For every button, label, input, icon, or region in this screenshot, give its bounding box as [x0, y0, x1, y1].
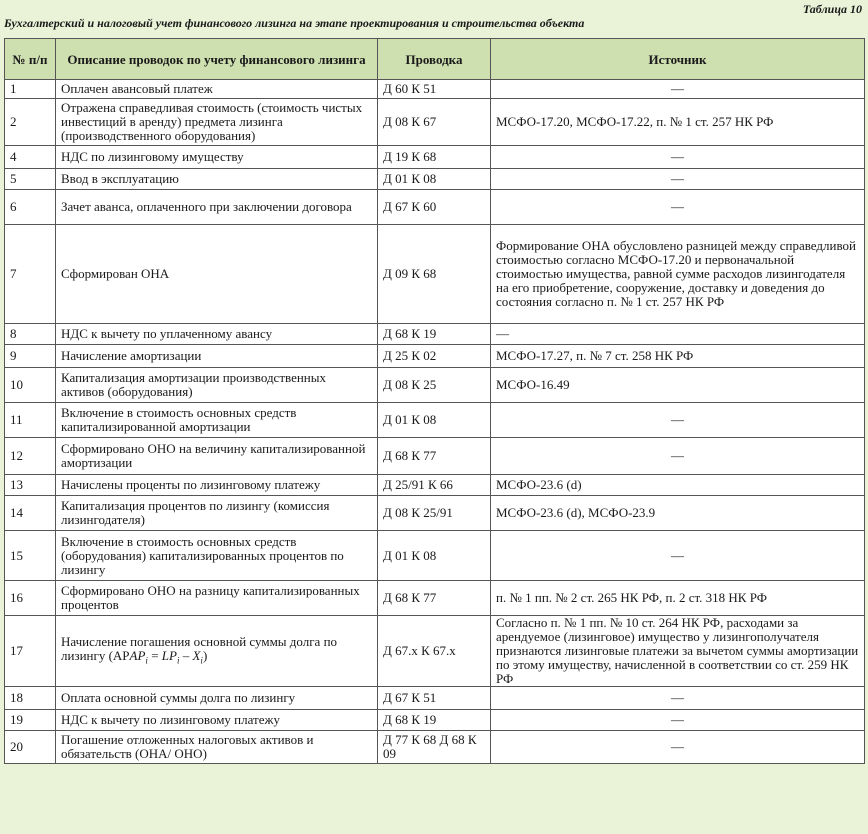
row-source: Формирование ОНА обусловлено разницей между справедливой стоимостью согласно МСФО-17.20 и первоначальной стоимостью имущества, равной сумме расходов лизингодателя на его приобретение, сооружение, доставку и доведения до состояния согласно п. № 1 ст. 257 НК РФ — [491, 225, 865, 324]
row-number: 16 — [5, 581, 56, 616]
row-entry: Д 01 К 08 — [378, 531, 491, 581]
row-description: Ввод в эксплуатацию — [56, 169, 378, 190]
table-row — [5, 225, 865, 324]
row-description: НДС по лизинговому имуществу — [56, 146, 378, 169]
row-number: 9 — [5, 345, 56, 368]
table-row — [5, 731, 865, 764]
row-source: — — [491, 146, 865, 169]
row-description: Сформировано ОНО на разницу капитализированных процентов — [56, 581, 378, 616]
table-row — [5, 581, 865, 616]
header-source: Источник — [491, 39, 865, 80]
row-entry: Д 19 К 68 — [378, 146, 491, 169]
row-number: 12 — [5, 438, 56, 475]
table-row — [5, 169, 865, 190]
row-entry: Д 25 К 02 — [378, 345, 491, 368]
row-source: — — [491, 190, 865, 225]
row-entry: Д 67 К 60 — [378, 190, 491, 225]
row-description: Оплата основной суммы долга по лизингу — [56, 687, 378, 710]
row-number: 17 — [5, 616, 56, 687]
row-description: Начислены проценты по лизинговому платежу — [56, 475, 378, 496]
formula-part: – — [179, 647, 193, 663]
row-number: 20 — [5, 731, 56, 764]
row-entry: Д 68 К 77 — [378, 438, 491, 475]
header-num: № п/п — [5, 39, 56, 80]
row-description: Капитализация амортизации производственных активов (оборудования) — [56, 368, 378, 403]
table-row — [5, 475, 865, 496]
header-row — [5, 39, 865, 80]
row-number: 7 — [5, 225, 56, 324]
row-source: МСФО-23.6 (d), МСФО-23.9 — [491, 496, 865, 531]
table-number: Таблица 10 — [802, 2, 862, 16]
table-row — [5, 438, 865, 475]
header-entry: Проводка — [378, 39, 491, 80]
row-description: Зачет аванса, оплаченного при заключении договора — [56, 190, 378, 225]
row-source: МСФО-16.49 — [491, 368, 865, 403]
formula-part: i — [176, 655, 180, 666]
row-entry: Д 08 К 25/91 — [378, 496, 491, 531]
table-row — [5, 403, 865, 438]
table-row — [5, 190, 865, 225]
formula-part: AP — [129, 647, 146, 663]
row-description: Начисление амортизации — [56, 345, 378, 368]
table-row — [5, 531, 865, 581]
row-source: — — [491, 403, 865, 438]
row-entry: Д 77 К 68 Д 68 К 09 — [378, 731, 491, 764]
row-source: — — [491, 731, 865, 764]
row-number: 8 — [5, 324, 56, 345]
row-description: НДС к вычету по уплаченному авансу — [56, 324, 378, 345]
formula-part: i — [145, 655, 148, 666]
row-description: Оплачен авансовый платеж — [56, 80, 378, 99]
table-row — [5, 368, 865, 403]
row-source: п. № 1 пп. № 2 ст. 265 НК РФ, п. 2 ст. 318 НК РФ — [491, 581, 865, 616]
row-entry: Д 01 К 08 — [378, 169, 491, 190]
row-source: МСФО-17.20, МСФО-17.22, п. № 1 ст. 257 НК РФ — [491, 99, 865, 146]
row-source: МСФО-23.6 (d) — [491, 475, 865, 496]
row-entry: Д 68 К 19 — [378, 324, 491, 345]
row-description: НДС к вычету по лизинговому платежу — [56, 710, 378, 731]
row-entry: Д 25/91 К 66 — [378, 475, 491, 496]
row-source: — — [491, 687, 865, 710]
row-number: 11 — [5, 403, 56, 438]
row-entry: Д 60 К 51 — [378, 80, 491, 99]
table-row — [5, 99, 865, 146]
formula-part: ) — [202, 647, 208, 663]
row-description: Включение в стоимость основных средств капитализированной амортизации — [56, 403, 378, 438]
header-description: Описание проводок по учету финансового лизинга — [56, 39, 378, 80]
row-number: 19 — [5, 710, 56, 731]
row-description: Сформирован ОНА — [56, 225, 378, 324]
row-number: 6 — [5, 190, 56, 225]
leasing-table — [4, 38, 865, 764]
row-source: — — [491, 169, 865, 190]
table-row — [5, 146, 865, 169]
row-number: 1 — [5, 80, 56, 99]
row-entry: Д 01 К 08 — [378, 403, 491, 438]
table-row — [5, 345, 865, 368]
row-description: Погашение отложенных налоговых активов и обязательств (ОНА/ ОНО) — [56, 731, 378, 764]
row-source: — — [491, 531, 865, 581]
row-number: 18 — [5, 687, 56, 710]
formula-part: X — [192, 647, 201, 663]
row-entry: Д 08 К 25 — [378, 368, 491, 403]
row-source: МСФО-17.27, п. № 7 ст. 258 НК РФ — [491, 345, 865, 368]
table-row — [5, 324, 865, 345]
table-row — [5, 80, 865, 99]
row-source: — — [491, 438, 865, 475]
table-row — [5, 687, 865, 710]
row-description: Отражена справедливая стоимость (стоимость чистых инвестиций в аренду) предмета лизинга (производственного оборудования) — [56, 99, 378, 146]
row-source: — — [491, 80, 865, 99]
row-description: Начисление погашения основной суммы долга по лизингу $(APAP_i = LP_i - X_i)$ — [56, 616, 378, 687]
row-entry: Д 67.х К 67.х — [378, 616, 491, 687]
table-row — [5, 616, 865, 687]
row-source: — — [491, 324, 865, 345]
row-entry: Д 09 К 68 — [378, 225, 491, 324]
row-number: 5 — [5, 169, 56, 190]
row-number: 2 — [5, 99, 56, 146]
row-description: Сформировано ОНО на величину капитализированной амортизации — [56, 438, 378, 475]
row-entry: Д 68 К 19 — [378, 710, 491, 731]
row-entry: Д 68 К 77 — [378, 581, 491, 616]
row-number: 4 — [5, 146, 56, 169]
row-number: 15 — [5, 531, 56, 581]
row-number: 13 — [5, 475, 56, 496]
formula-part: = — [147, 647, 162, 663]
row-source: — — [491, 710, 865, 731]
row-number: 14 — [5, 496, 56, 531]
table-row — [5, 710, 865, 731]
table-caption: Бухгалтерский и налоговый учет финансового лизинга на этапе проектирования и строительства объекта — [4, 16, 585, 30]
row-source: Согласно п. № 1 пп. № 10 ст. 264 НК РФ, расходами за арендуемое (лизинговое) имущество у лизингополучателя признаются лизинговые платежи за вычетом суммы амортизации по этому имуществу, начисленной в соответствии со ст. 259 НК РФ — [491, 616, 865, 687]
row-number: 10 — [5, 368, 56, 403]
formula-part: LP — [161, 647, 177, 663]
row-entry: Д 08 К 67 — [378, 99, 491, 146]
table-row — [5, 496, 865, 531]
row-description: Включение в стоимость основных средств (оборудования) капитализированных процентов по лизингу — [56, 531, 378, 581]
row-description: Капитализация процентов по лизингу (комиссия лизингодателя) — [56, 496, 378, 531]
row-entry: Д 67 К 51 — [378, 687, 491, 710]
formula-part: i — [200, 655, 203, 666]
